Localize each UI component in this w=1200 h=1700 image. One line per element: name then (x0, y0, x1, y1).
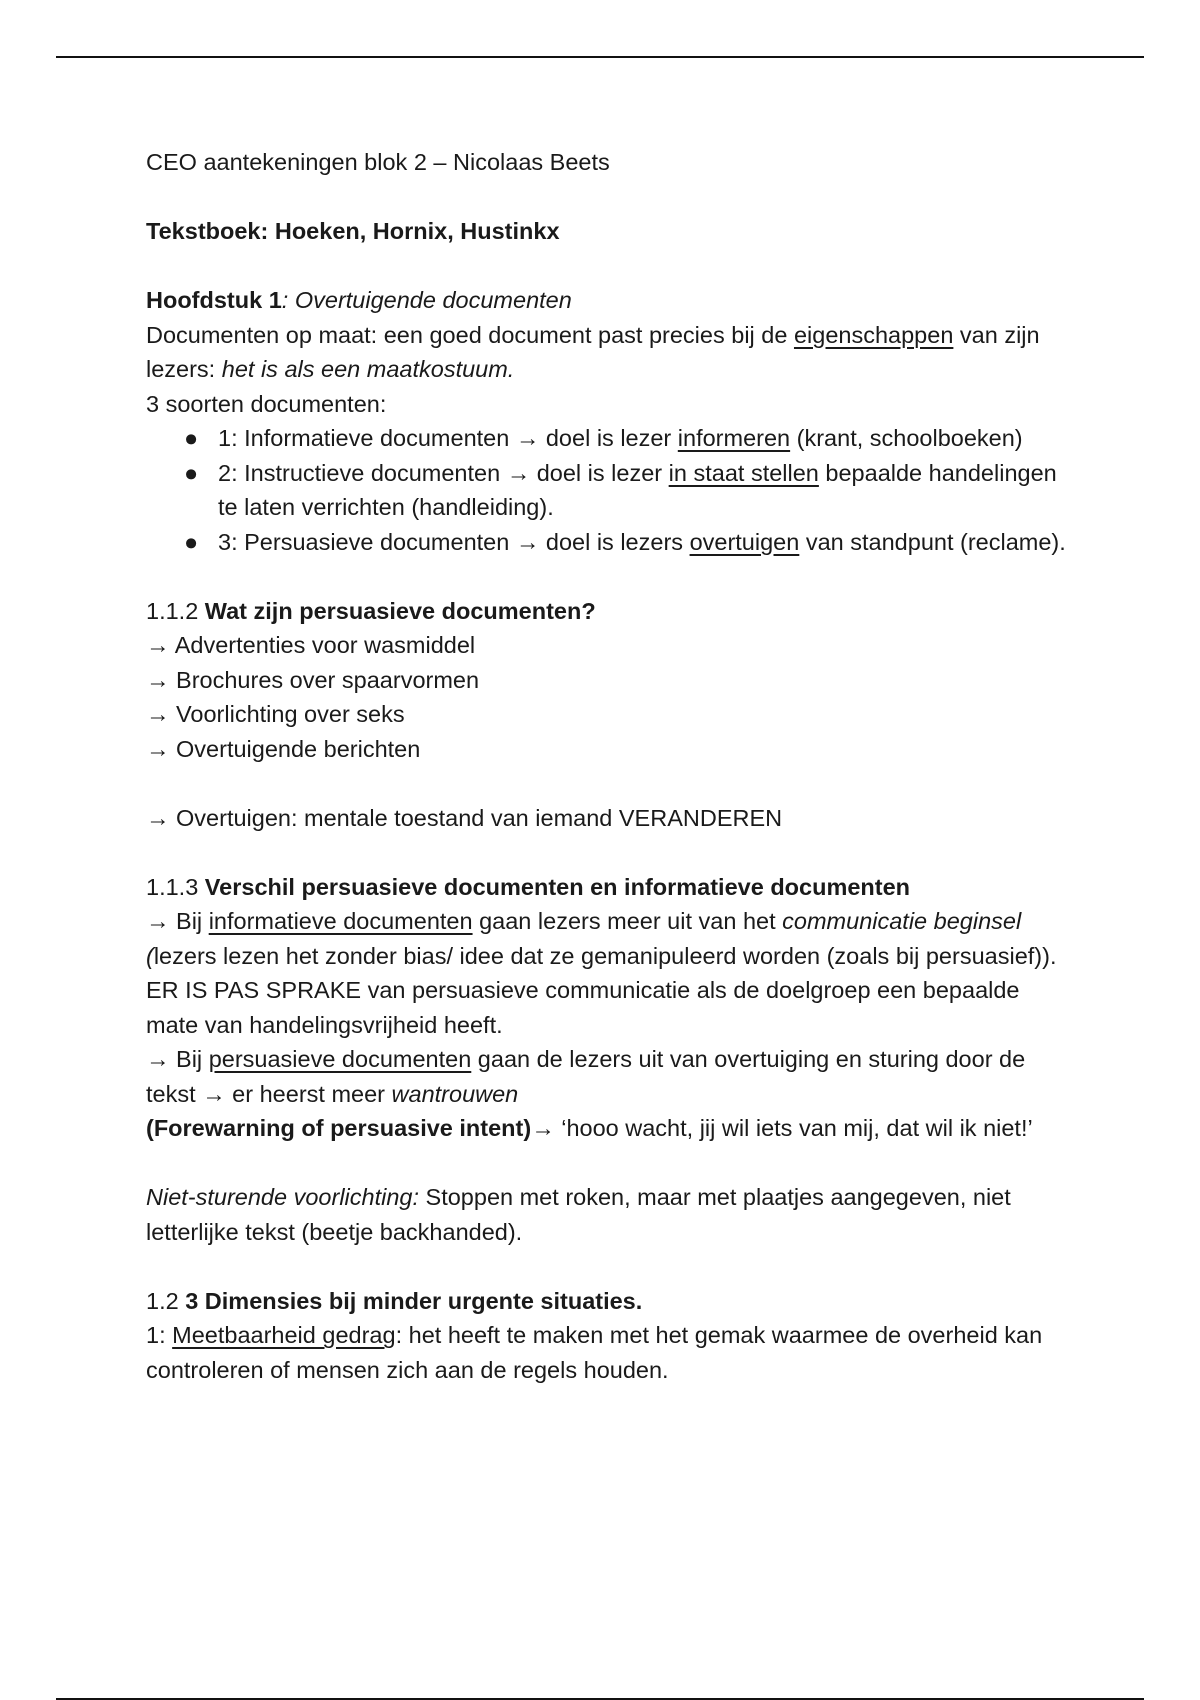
page-top-rule (56, 56, 1144, 58)
text: : het heeft te maken met het gemak waarmee de overheid kan controleren of mensen zich aan de regels houden. (146, 1322, 1043, 1383)
section-number: 1.1.3 (146, 873, 205, 900)
paragraph-niet-sturend (146, 1180, 1076, 1249)
italic-text: wantrouwen (391, 1080, 519, 1107)
list-item (146, 456, 1076, 525)
textbook-line: Tekstboek: Hoeken, Hornix, Hustinkx (146, 218, 560, 244)
section-title: Verschil persuasieve documenten en informatieve documenten (204, 873, 911, 900)
section-title: 3 Dimensies bij minder urgente situaties. (185, 1287, 643, 1314)
text: → Bij (146, 1046, 209, 1072)
bullet-text-pre: 3: Persuasieve documenten → doel is lezers (218, 528, 690, 555)
bullet-icon: ● (184, 459, 199, 486)
underline-text: persuasieve documenten (208, 1046, 472, 1072)
section-number: 1.1.2 (146, 597, 205, 624)
underline-text: informatieve documenten (208, 908, 473, 934)
example-line: → Brochures over spaarvormen (146, 666, 480, 693)
example-line: → Voorlichting over seks (146, 701, 405, 727)
text: gaan lezers meer uit van het (472, 908, 783, 934)
kinds-heading: 3 soorten documenten: (146, 390, 387, 417)
intro-text-a: Documenten op maat: een goed document past precies bij de (146, 321, 794, 348)
section-1-2-heading (146, 1284, 1076, 1319)
intro-paragraph (146, 318, 1076, 387)
document-title: CEO aantekeningen blok 2 – Nicolaas Beets (146, 149, 610, 175)
bullet-text-post: bepaalde handelingen te laten verrichten (handleiding). (218, 459, 1057, 520)
document-page (146, 145, 1076, 1387)
bullet-text-pre: 2: Instructieve documenten → doel is lezer (218, 459, 669, 486)
definition-line: → Overtuigen: mentale toestand van iemand VERANDEREN (146, 804, 783, 831)
text: → Bij (146, 908, 209, 934)
paragraph-sprake: ER IS PAS SPRAKE van persuasieve communicatie als de doelgroep een bepaalde mate van handelingsvrijheid heeft. (146, 977, 1020, 1038)
section-1-1-2-heading (146, 594, 1076, 629)
paragraph-persuasive (146, 1042, 1076, 1111)
underline-text: Meetbaarheid gedrag (172, 1322, 396, 1348)
text: Stoppen met roken, maar met plaatjes aangegeven, niet letterlijke tekst (beetje backhanded). (146, 1184, 1011, 1245)
example-line: → Overtuigende berichten (146, 735, 421, 762)
text: 1: (146, 1322, 173, 1348)
chapter-name: Overtuigende documenten (294, 287, 572, 313)
chapter-label: Hoofdstuk 1 (146, 287, 282, 313)
quote-text: ‘hooo wacht, jij wil iets van mij, dat wil ik niet!’ (554, 1115, 1033, 1141)
example-line: → Advertenties voor wasmiddel (146, 632, 476, 658)
section-1-1-3-heading (146, 870, 1076, 905)
chapter-heading (146, 283, 1076, 318)
text: lezers lezen het zonder bias/ idee dat ze gemanipuleerd worden (zoals bij persuasief)). (153, 942, 1057, 969)
bold-text: (Forewarning of persuasive intent)→ (146, 1115, 555, 1141)
intro-underline: eigenschappen (793, 321, 954, 348)
document-kinds-list (146, 421, 1076, 559)
paragraph-forewarning (146, 1111, 1076, 1146)
list-item (146, 421, 1076, 456)
bullet-underline: informeren (677, 425, 791, 451)
text: gaan de lezers uit van overtuiging en sturing door de tekst → er heerst meer (146, 1046, 1026, 1107)
bullet-underline: overtuigen (689, 528, 800, 555)
italic-text: communicatie beginsel ( (146, 908, 1022, 969)
bullet-icon: ● (184, 425, 199, 451)
bullet-icon: ● (184, 528, 199, 555)
section-number: 1.2 (146, 1287, 186, 1314)
paragraph-meetbaarheid (146, 1318, 1076, 1387)
bullet-text-post: (krant, schoolboeken) (790, 425, 1023, 451)
bullet-text-post: van standpunt (reclame). (799, 528, 1066, 555)
italic-text: Niet-sturende voorlichting: (146, 1184, 419, 1210)
chapter-separator: : (281, 287, 295, 313)
section-title: Wat zijn persuasieve documenten? (204, 597, 596, 624)
list-item (146, 525, 1076, 560)
paragraph-informative (146, 904, 1076, 973)
bullet-underline: in staat stellen (668, 459, 819, 486)
bullet-text-pre: 1: Informatieve documenten → doel is lezer (218, 425, 678, 451)
intro-italic: het is als een maatkostuum. (221, 356, 515, 382)
intro-text-b: van zijn lezers: (146, 321, 1040, 382)
